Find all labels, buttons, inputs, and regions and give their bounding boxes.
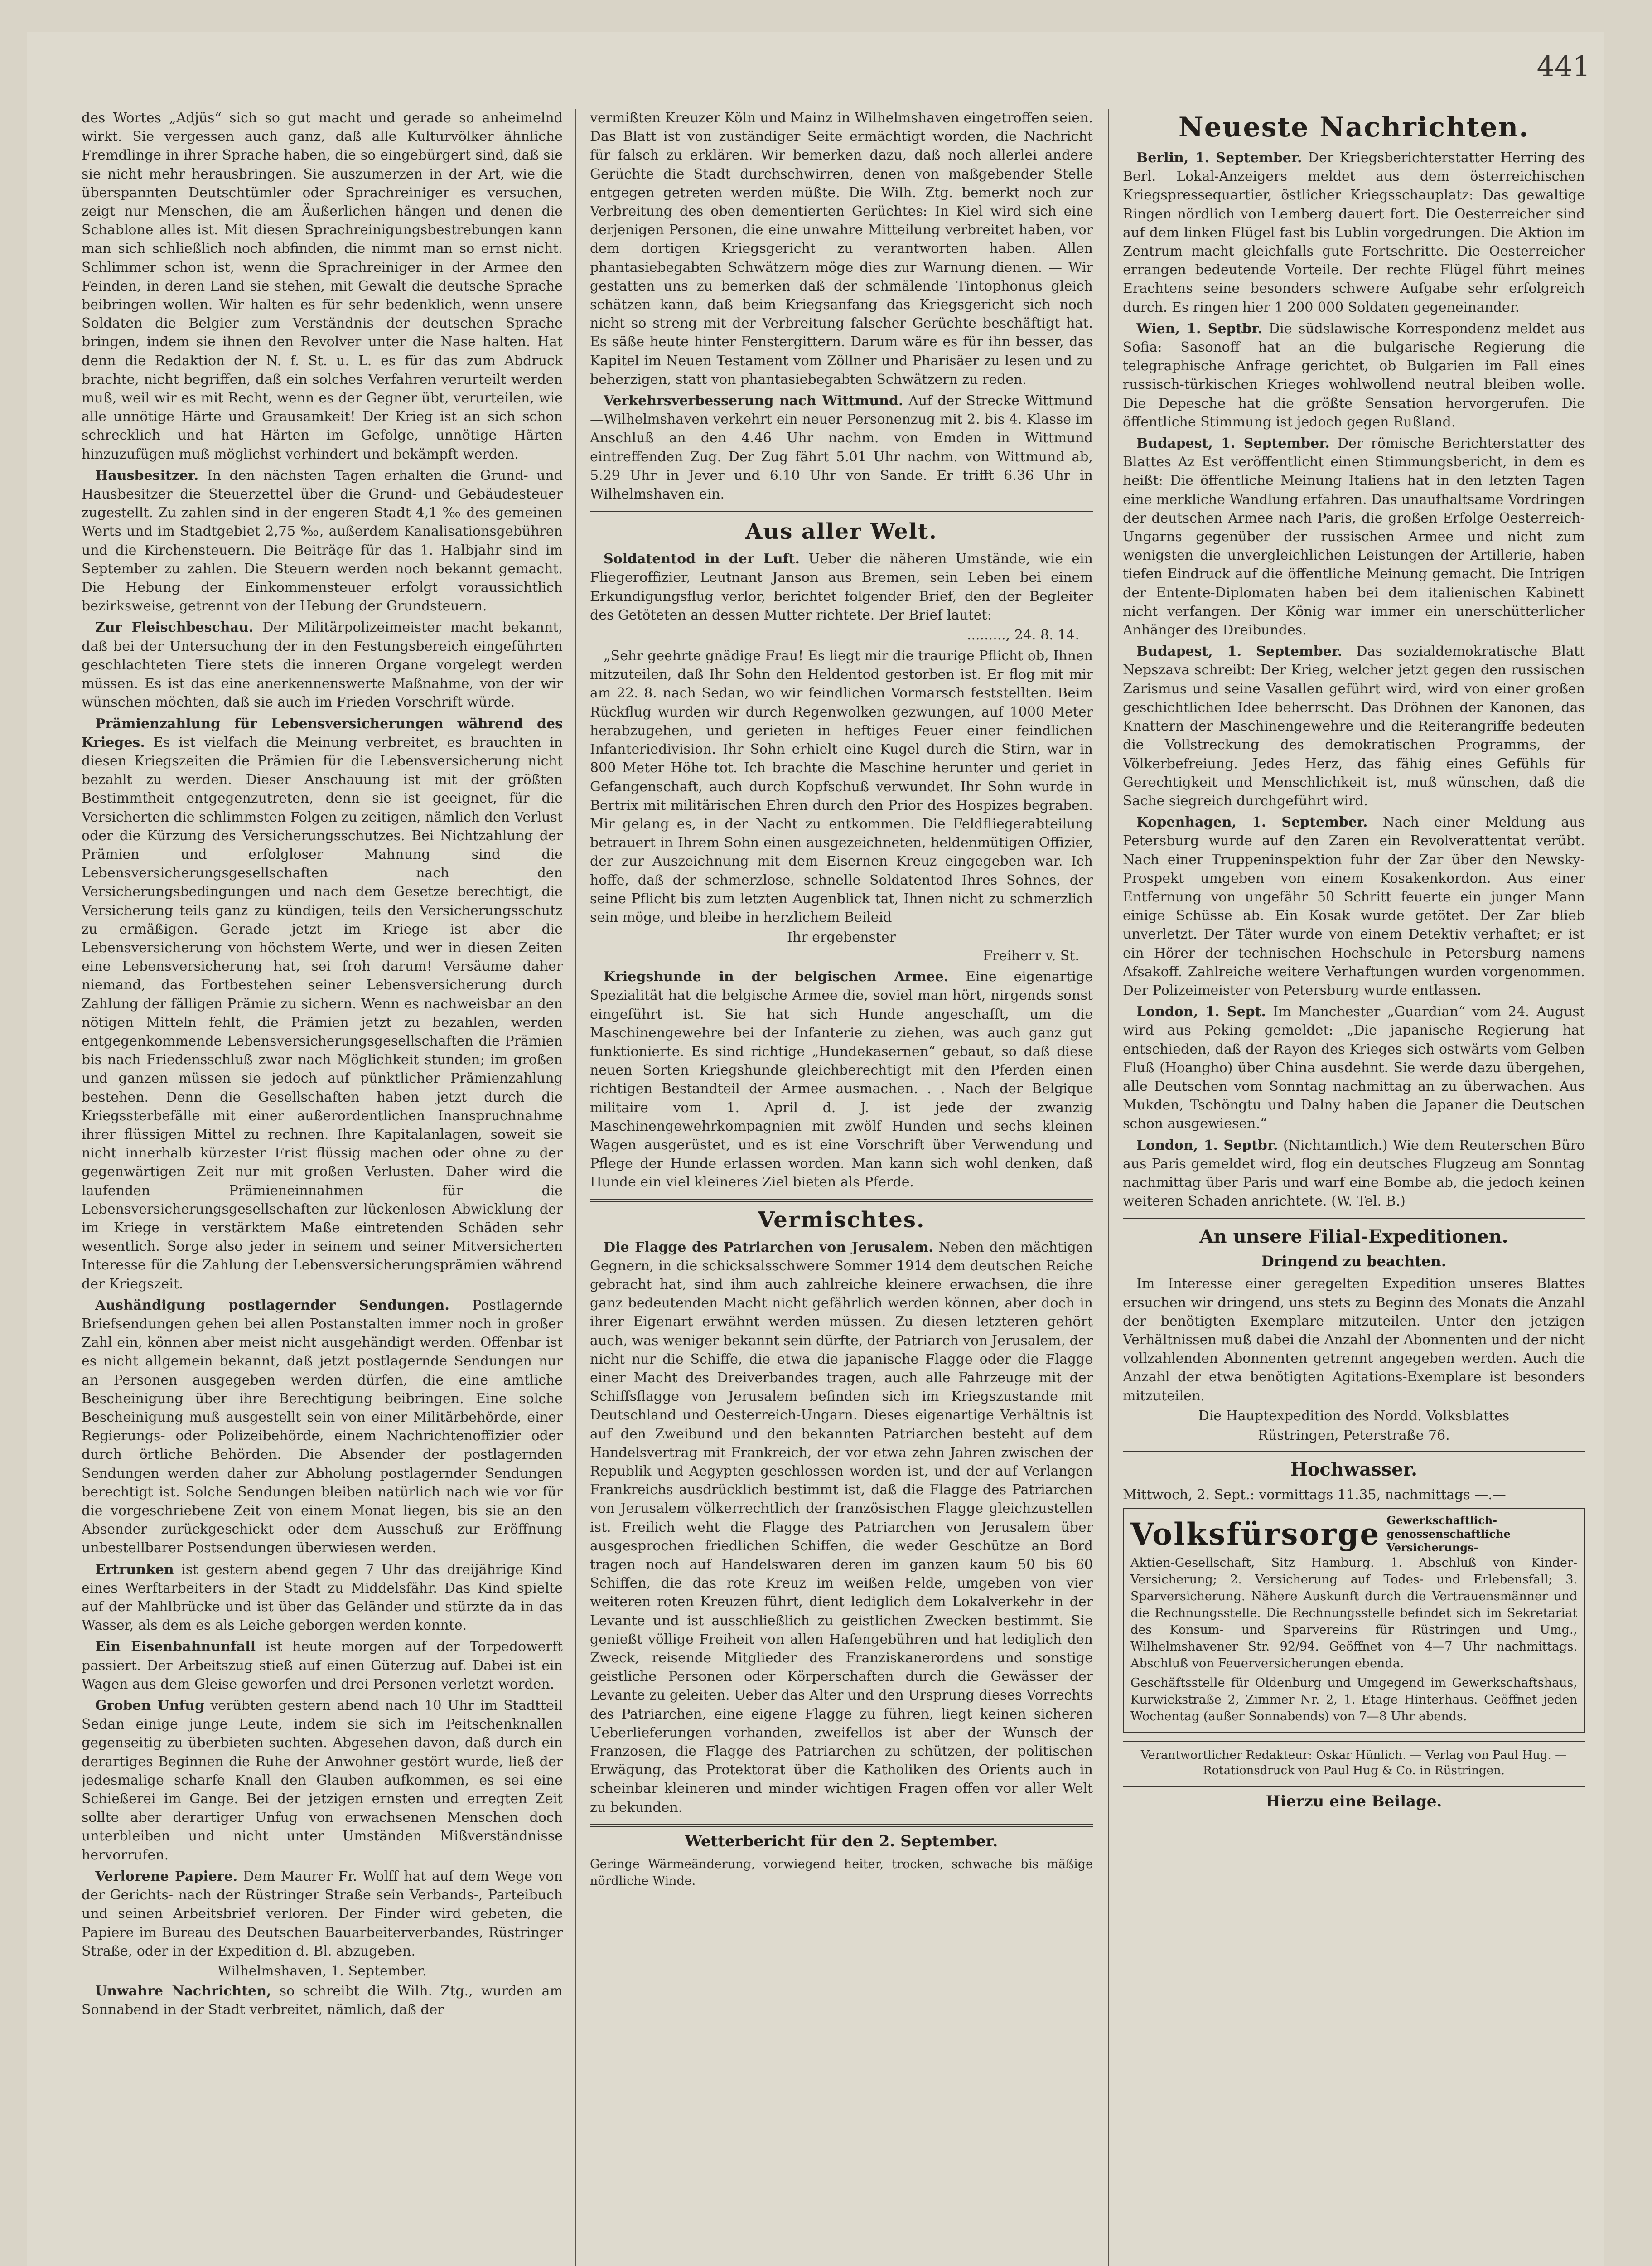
news-item (1123, 434, 1585, 639)
article-text: Neben den mächtigen Gegnern, in die schicksalsschwere Sommer 1914 dem deutschen Reiche gebracht hat, sind ihm auch zahlreiche kleinere erwachsen, die ihre ganz bedeutenden Macht nicht gefährlich werden können, aber doch in ihrer Eigenart erwähnt werden müssen. Zu diesen letzteren gehört auch, was weniger bekannt sein dürfte, der Patriarch von Jerusalem, der nicht nur die Schiffe, die etwa die japanische Flagge oder die Flagge einer Macht des Dreiverbandes tragen, auch alle Fahrzeuge mit der Schiffsflagge von Jerusalem befinden sich im Kriegszustande mit Deutschland und Oesterreich-Ungarn. Dieses eigenartige Verhältnis ist auf den Zweibund und den bekannten Patriarchen besteht auf dem Handelsvertrag mit Frankreich, der vor etwa zehn Jahren zwischen der Republik und Aegypten geschlossen worden ist, und der auf Verlangen Frankreichs ausdrücklich bestimmt ist, daß die Flagge des Patriarchen von Jerusalem völkerrechtlich der französischen Flagge gleichzustellen ist. Freilich weht die Flagge des Patriarchen von Jerusalem über ausgesprochen friedlichen Schiffen, die weder Geschütze an Bord tragen noch auf Handelswaren deren im ganzen kaum 50 bis 60 Schiffen, die das rote Kreuz im weißen Felde, umgeben von vier weiteren roten Kreuzen führt, dient lediglich dem Lokalverkehr in der Levante und ist ausschließlich zu geistlichen Zwecken bestimmt. Sie genießt völlige Freiheit von allen Hafengebühren und hat lediglich den Zweck, reisende Mitglieder des Franziskanerordens und sonstige geistliche Personen oder Körperschaften durch die Gewässer der Levante zu geleiten. Ueber das Alter und den Ursprung dieses Vorrechts des Patriarchen, eine eigene Flagge zu führen, liegt keinen sicheren Ueberlieferungen vorhanden, zweifellos ist aber der Wunsch der Franzosen, die Flagge des Patriarchen zu schützen, der politischen Erwägung, das Protektorat über die Katholiken des Orients auch in scheinbar kleineren und minder wichtigen Fragen offen vor aller Welt zu bekunden. (590, 1239, 1093, 1816)
article-text: Der Militärpolizeimeister macht bekannt, daß bei der Untersuchung der in den Festungsbereich eingeführten geschlachteten Tiere stets die inneren Organe vorgelegt werden müssen. Es ist das eine anerkennenswerte Maßnahme, von der wir wünschen möchten, daß sie auch im Frieden Vorschrift würde. (82, 620, 563, 711)
article-paragraph (82, 1696, 563, 1864)
ad-text: Aktien-Gesellschaft, Sitz Hamburg. 1. Abschluß von Kinder-Versicherung; 2. Versicherung auf Todes- und Erlebensfall; 3. Sparversicherung. Nähere Auskunft durch die Vertrauensmänner und die Rechnungsstelle. Die Rechnungsstelle befindet sich im Sekretariat des Konsum- und Sparvereins für Rüstringen und Umg., Wilhelmshavener Str. 92/94. Geöffnet von 4—7 Uhr nachmittags. Abschluß von Feuerversicherungen ebenda. (1130, 1556, 1577, 1670)
column-1 (82, 109, 563, 2266)
letter-signature: Freiherr v. St. (983, 948, 1079, 964)
article-lead: Ertrunken (95, 1561, 174, 1578)
news-dateline: London, 1. Septbr. (1136, 1137, 1278, 1153)
article-text: In den nächsten Tagen erhalten die Grund- und Hausbesitzer die Steuerzettel über die Grund- und Gebäudesteuer zugestellt. Zu zahlen sind in der engeren Stadt 4,1 ‰ des gemeinen Werts und im Stadtgebiet 2,75 ‰, außerdem Kanalisationsgebühren und die Kirchensteuern. Die Beiträge für das 1. Halbjahr sind im September zu zahlen. Die Steuern werden noch bekannt gemacht. Die Hebung der Einkommensteuer erfolgt voraussichtlich bezirksweise, getrennt von der Hebung der Grundsteuern. (82, 467, 563, 615)
article-lead: Aushändigung postlagernder Sendungen. (95, 1297, 449, 1313)
article-paragraph (82, 1296, 563, 1558)
page-number: 441 (1536, 50, 1590, 83)
article-text: Dem Maurer Fr. Wolff hat auf dem Wege von der Gerichts- nach der Rüstringer Straße sein Verbands-, Parteibuch und seinen Arbeitsbrief verloren. Der Finder wird gebeten, die Papiere im Bureau des Deutschen Bauarbeiterverbandes, Rüstringer Straße, oder in der Expedition d. Bl. abzugeben. (82, 1868, 563, 1959)
article-lead: Kriegshunde in der belgischen Armee. (604, 969, 949, 985)
article-lead: Verkehrsverbesserung nach Wittmund. (604, 393, 903, 409)
news-text: (Nichtamtlich.) Wie dem Reuterschen Büro aus Paris gemeldet wird, flog ein deutsches Flugzeug am Sonntag nachmittag über Paris und warf eine Bombe ab, die jedoch keinen weiteren Schaden anrichtete. (W. Tel. B.) (1123, 1137, 1585, 1210)
news-text: Die südslawische Korrespondenz meldet aus Sofia: Sasonoff hat an die bulgarische Regierung die telegraphische Anfrage gerichtet, ob Bulgarien im Fall eines russisch-türkischen Krieges wohlwollend neutral bleiben wolle. Die Depesche hat die größte Sensation hervorgerufen. Die öffentliche Stimmung ist jedoch gegen Rußland. (1123, 320, 1585, 430)
article-paragraph (82, 1560, 563, 1635)
ad-subtitle: Gewerkschaftlich-genossenschaftliche Versicherungs- (1386, 1514, 1511, 1554)
hochwasser-title: Hochwasser. (1290, 1458, 1418, 1480)
article-paragraph (590, 392, 1093, 504)
news-dateline: Berlin, 1. September. (1136, 150, 1302, 166)
filial-signature: Die Hauptexpedition des Nordd. Volksblattes (1198, 1408, 1510, 1424)
section-rule (1123, 1786, 1585, 1787)
article-lead: Prämienzahlung für Lebensversicherungen während des Krieges. (82, 716, 563, 750)
article-lead: Groben Unfug (95, 1698, 205, 1714)
section-rule (1123, 1741, 1585, 1742)
article-text: ist gestern abend gegen 7 Uhr das dreijährige Kind eines Werftarbeiters in der Stadt zu Middelsfähr. Das Kind spielte auf der Mahlbrücke und ist über das Geländer und stürzte da in das Wasser, als dem es als Leiche geborgen werden konnte. (82, 1561, 563, 1634)
news-item (1123, 320, 1585, 431)
supplement-note: Hierzu eine Beilage. (1266, 1792, 1442, 1811)
article-paragraph (82, 1637, 563, 1694)
news-dateline: Kopenhagen, 1. September. (1136, 814, 1368, 831)
filial-subtitle: Dringend zu beachten. (1261, 1253, 1446, 1270)
imprint: Verantwortlicher Redakteur: Oskar Hünlich. — Verlag von Paul Hug. — Rotationsdruck von Paul Hug & Co. in Rüstringen. (1140, 1748, 1567, 1777)
hochwasser-text: Mittwoch, 2. Sept.: vormittags 11.35, nachmittags —.— (1123, 1486, 1506, 1503)
article-paragraph (82, 618, 563, 712)
article-text: ist heute morgen auf der Torpedowerft passiert. Der Arbeitszug stieß auf einen Güterzug auf. Dabei ist ein Wagen aus dem Gleise geworfen und drei Personen verletzt worden. (82, 1639, 563, 1692)
column-2 (590, 109, 1093, 2266)
news-item (1123, 642, 1585, 810)
column-divider (1108, 109, 1109, 2266)
section-rule (1123, 1451, 1585, 1453)
article-lead: Die Flagge des Patriarchen von Jerusalem. (604, 1239, 933, 1255)
section-rule (590, 1824, 1093, 1827)
news-dateline: Budapest, 1. September. (1136, 436, 1330, 452)
article-paragraph (82, 1982, 563, 2019)
section-rule (1123, 1218, 1585, 1220)
newspaper-page (27, 32, 1604, 2266)
article-text: Ueber die näheren Umstände, wie ein Fliegeroffizier, Leutnant Janson aus Bremen, sein Leben bei einem Erkundigungsflug verlor, berichtet folgender Brief, den der Begleiter des Getöteten an dessen Mutter richtete. Der Brief lautet: (590, 551, 1093, 623)
article-text: so schreibt die Wilh. Ztg., wurden am Sonnabend in der Stadt verbreitet, nämlich, daß der (82, 1983, 563, 2018)
ad-title: Volksfürsorge (1130, 1516, 1381, 1552)
filial-address: Rüstringen, Peterstraße 76. (1258, 1427, 1450, 1443)
weather-text: Geringe Wärmeänderung, vorwiegend heiter, trocken, schwache bis mäßige nördliche Winde. (590, 1857, 1093, 1888)
article-paragraph (82, 715, 563, 1293)
news-text: Der römische Berichterstatter des Blattes Az Est veröffentlicht einen Stimmungsbericht, in dem es heißt: Die öffentliche Meinung Italiens hat in den letzten Tagen eine merkliche Wandlung erfahren. Das unaufhaltsame Vordringen der deutschen Armee nach Paris, die großen Erfolge Oesterreich-Ungarns gegenüber der russischen Armee und nicht zum wenigsten die unvergleichlichen Leistungen der Artillerie, haben tiefen Eindruck auf die öffentliche Meinung gemacht. Die Intrigen der Entente-Diplomaten haben bei dem italienischen Kabinett nicht verfangen. Der König war immer ein unerschütterlicher Anhänger des Dreibundes. (1123, 436, 1585, 639)
article-paragraph (82, 466, 563, 616)
letter-text: „Sehr geehrte gnädige Frau! Es liegt mir die traurige Pflicht ob, Ihnen mitzuteilen, daß Ihr Sohn den Heldentod gestorben ist. Er flog mit mir am 22. 8. nach Sedan, wo wir feindlichen Vormarsch feststellten. Beim Rückflug wurden wir durch Regenwolken gezwungen, auf 1000 Meter herabzugehen, und gerieten in heftiges Feuer einer feindlichen Infanteriedivision. Ihr Sohn erhielt eine Kugel durch die Stirn, war in 800 Meter Höhe tot. Ich brachte die Maschine herunter und geriet in Gefangenschaft, auch durch Kopfschuß verwundet. Ihr Sohn wurde in Bertrix mit militärischen Ehren durch den Prior des Hospizes begraben. Mir gelang es, in der Nacht zu entkommen. Die Feldfliegerabteilung betrauert in Ihrem Sohn einen ausgezeichneten, heldenmütigen Offizier, der zur Auszeichnung mit dem Eisernen Kreuz eingegeben war. Ich hoffe, daß der schmerzlose, schnelle Soldatentod Ihres Sohnes, der seine Pflicht bis zum letzten Augenblick tat, Ihnen nicht zu schmerzlich sein möge, und bleibe in herzlichem Beileid (590, 648, 1093, 925)
article-text: verübten gestern abend nach 10 Uhr im Stadtteil Sedan einige junge Leute, indem sie sich im Peitschenknallen gegenseitig zu überbieten suchten. Abgesehen davon, daß durch ein derartiges Beginnen die Ruhe der Anwohner gestört wurde, ließ der jedesmalige scharfe Knall den Glauben aufkommen, es sei eine Schießerei im Gange. Bei der jetzigen ernsten und erregten Zeit sollte aber derartiger Unfug von erwachsenen Menschen doch unterbleiben und nicht unter Umständen Mißverständnisse hervorrufen. (82, 1698, 563, 1863)
section-title: Aus aller Welt. (745, 519, 937, 545)
article-text: vermißten Kreuzer Köln und Mainz in Wilhelmshaven eingetroffen seien. Das Blatt ist von zuständiger Seite ermächtigt worden, die Nachricht für falsch zu erklären. Wir bemerken dazu, daß noch allerlei andere Gerüchte die Stadt durchschwirren, denen von maßgebender Stelle entgegen getreten werden müßte. Die Wilh. Ztg. bemerkt noch zur Verbreitung des oben dementierten Gerüchtes: In Kiel wird sich eine derjenigen Personen, die eine unwahre Mitteilung verbreitet haben, vor dem dortigen Kriegsgericht zu verantworten haben. Allen phantasiebegabten Schwätzern möge dies zur Warnung dienen. — Wir gestatten uns zu bemerken daß der schmälende Tintophonus gleich schätzen kann, daß beim Kriegsanfang das Kriegsgericht sich noch nicht so streng mit der Verbreitung falscher Gerüchte beschäftigt hat. Es säße heute hinter Fenstergittern. Darum wäre es für ihn besser, das Kapitel im Neuen Testament vom Zöllner und Pharisäer zu lesen und zu beherzigen, statt von phantasiebegabten Schwätzern zu reden. (590, 110, 1093, 387)
article-text: Es ist vielfach die Meinung verbreitet, es brauchten in diesen Kriegszeiten die Prämien für die Lebensversicherung nicht bezahlt zu werden. Dieser Anschauung ist mit der größten Bestimmtheit entgegenzutreten, denn sie ist geeignet, für die Versicherten die schlimmsten Folgen zu zeitigen, nämlich den Verlust oder die Kürzung des Versicherungsschutzes. Bei Nichtzahlung der Prämien und erfolgloser Mahnung sind die Lebensversicherungsgesellschaften nach den Versicherungsbedingungen und nach dem Gesetze berechtigt, die Versicherung teils ganz zu kündigen, teils den Versicherungsschutz zu ermäßigen. Gerade jetzt im Kriege ist aber die Lebensversicherung von höchstem Werte, und wer in diesen Zeiten eine Lebensversicherung hat, sei froh darum! Versäume daher niemand, das Fortbestehen seiner Lebensversicherung durch Zahlung der fälligen Prämie zu sichern. Wenn es nachweisbar an den nötigen Mitteln fehlt, die Prämien jetzt zu bezahlen, werden entgegenkommende Lebensversicherungsgesellschaften die Prämien bis nach Friedensschluß zwar nach Möglichkeit stunden; im großen und ganzen müssen sie jedoch auf pünktlicher Prämienzahlung bestehen. Denn die Gesellschaften haben jetzt durch die Kriegssterbefälle mit einer außerordentlichen Inanspruchnahme ihrer flüssigen Mittel zu rechnen. Ihre Kapitalanlagen, soweit sie nicht innerhalb kürzester Frist flüssig machen oder ohne zu der gegenwärtigen Zeit nur mit großen Verlusten. Daher wird die laufenden Prämieneinnahmen für die Lebensversicherungsgesellschaften zur lückenlosen Abwicklung der im Kriege in verstärktem Maße eintretenden Schäden sehr wesentlich. Sorge also jeder in seinem und seiner Mitversicherten Interesse für die Zahlung der Lebensversicherungsprämien während der Kriegszeit. (82, 734, 563, 1292)
dateline: Wilhelmshaven, 1. September. (217, 1963, 427, 1979)
news-item (1123, 1136, 1585, 1211)
article-lead: Unwahre Nachrichten, (95, 1983, 271, 1999)
article-text: Eine eigenartige Spezialität hat die belgische Armee die, soviel man hört, nirgends sonst eingeführt ist. Sie hat sich Hunde angeschafft, um die Maschinengewehre bei der Infanterie zu ziehen, was auch ganz gut funktionierte. Es sind richtige „Hundekasernen“ gebaut, so daß diese neuen Sorten Kriegshunde gleichberechtigt mit den Pferden einen richtigen Bestandteil der Armee ausmachen. . . Nach der Belgique militaire vom 1. April d. J. ist jede der zwanzig Maschinengewehrkompagnien mit zwölf Hunden und sechs kleinen Wagen ausgerüstet, und es ist eine Vorschrift über Verwendung und Pflege der Hunde erlassen worden. Man kann sich wohl denken, daß Hunde ein viel kleineres Ziel bieten als Pferde. (590, 969, 1093, 1191)
letter-date: ........., 24. 8. 14. (966, 627, 1079, 644)
article-lead: Zur Fleischbeschau. (95, 620, 254, 636)
news-dateline: Wien, 1. Septbr. (1136, 320, 1262, 337)
news-section-title: Neueste Nachrichten. (1178, 111, 1530, 143)
news-dateline: London, 1. Sept. (1136, 1004, 1266, 1020)
weather-title: Wetterbericht für den 2. September. (685, 1832, 998, 1850)
news-dateline: Budapest, 1. September. (1136, 644, 1343, 660)
article-text: Postlagernde Briefsendungen gehen bei allen Postanstalten immer noch in großer Zahl ein, können aber meist nicht ausgehändigt werden. Offenbar ist es nicht allgemein bekannt, daß jetzt postlagernde Sendungen nur an Personen ausgegeben werden dürfen, die eine amtliche Bescheinigung über ihre Berechtigung beibringen. Eine solche Bescheinigung muß ausgestellt sein von einer Militärbehörde, einer Regierungs- oder Polizeibehörde, einem Nachrichtenoffizier oder durch örtliche Behörden. Die Absender der postlagernden Sendungen werden daher zur Abholung postlagernder Sendungen berechtigt ist. Solche Sendungen bleiben natürlich nach wie vor für die vorgeschriebene Zeit von einem Monat liegen, bis sie an den Absender zurückgeschickt oder dem Ausschuß zur Eröffnung unbestellbarer Postsendungen überwiesen werden. (82, 1297, 563, 1556)
article-paragraph (590, 1238, 1093, 1817)
news-item (1123, 1002, 1585, 1133)
news-text: Nach einer Meldung aus Petersburg wurde auf den Zaren ein Revolverattentat verübt. Nach einer Truppeninspektion fuhr der Zar über den Newsky-Prospekt umgeben von einem Kosakenkordon. Aus einer Entfernung von ungefähr 50 Schritt feuerte ein junger Mann einige Schüsse ab. Ein Kosak wurde getötet. Der Zar blieb unverletzt. Der Täter wurde von einem Detektiv verhaftet; er ist ein Hörer der technischen Hochschule in Petersburg namens Afsakoff. Zahlreiche weitere Verhaftungen wurden vorgenommen. Der Polizeimeister von Petersburg wurde entlassen. (1123, 814, 1585, 998)
section-title: Vermischtes. (758, 1207, 925, 1233)
volksfuersorge-ad (1123, 1508, 1585, 1733)
news-item (1123, 149, 1585, 317)
article-paragraph (590, 550, 1093, 625)
section-rule (590, 1199, 1093, 1202)
news-item (1123, 813, 1585, 1000)
ad-text: Geschäftsstelle für Oldenburg und Umgegend im Gewerkschaftshaus, Kurwickstraße 2, Zimmer Nr. 2, 1. Etage Hinterhaus. Geöffnet jeden Wochentag (außer Sonnabends) von 7—8 Uhr abends. (1130, 1676, 1577, 1724)
article-lead: Verlorene Papiere. (95, 1868, 238, 1884)
news-text: Der Kriegsberichterstatter Herring des Berl. Lokal-Anzeigers meldet aus dem österreichischen Kriegspressequartier, östlicher Kriegsschauplatz: Das gewaltige Ringen nördlich von Lemberg dauert fort. Die Oesterreicher sind auf dem linken Flügel fast bis Lublin vorgedrungen. Die Aktion im Zentrum macht gleichfalls gute Fortschritte. Die Oesterreicher errangen bedeutende Vorteile. Der rechte Flügel führt meines Erachtens seine besonders schwere Aufgabe sehr erfolgreich durch. Es ringen hier 1 200 000 Soldaten gegeneinander. (1123, 150, 1585, 315)
column-3 (1123, 109, 1585, 2266)
column-divider (575, 109, 576, 2266)
article-lead: Hausbesitzer. (95, 467, 199, 484)
article-paragraph (82, 1867, 563, 1961)
article-text: des Wortes „Adjüs“ sich so gut macht und gerade so anheimelnd wirkt. Sie vergessen auch ganz, daß alle Kulturvölker ähnliche Fremdlinge in ihrer Sprache haben, die so eingebürgert sind, daß sie sie nicht mehr herausbringen. Sie auszumerzen in der Art, wie die überspannten Deutschtümler oder Sprachreiniger es versuchen, zeigt nur Menschen, die am Äußerlichen hängen und denen die Schablone alles ist. Mit diesen Sprachreinigungsbestrebungen kann man sich schließlich noch abfinden, die nimmt man so ernst nicht. Schlimmer schon ist, wenn die Sprachreiniger in der Armee den Feinden, in deren Land sie stehen, mit Gewalt die deutsche Sprache beibringen wollen. Wir halten es für sehr bedenklich, wenn unsere Soldaten die Belgier zum Verständnis der deutschen Sprache bringen, indem sie ihnen den Revolver unter die Nase halten. Hat denn die Redaktion der N. f. St. u. L. es für das zum Abdruck brachte, nicht begriffen, daß ein solches Verfahren verurteilt werden muß, weil wir es mit Recht, wenn es der Gegner übt, verurteilen, wie alle unnötige Härte und Grausamkeit! Der Krieg ist an sich schon schrecklich und hat Härten im Gefolge, unnötige Härten hinzuzufügen muß möglichst verhindert und bekämpft werden. (82, 110, 563, 462)
article-lead: Soldatentod in der Luft. (604, 551, 800, 567)
ad-header (1130, 1514, 1577, 1554)
section-rule (590, 511, 1093, 513)
article-lead: Ein Eisenbahnunfall (95, 1639, 256, 1655)
news-text: Das sozialdemokratische Blatt Nepszava schreibt: Der Krieg, welcher jetzt gegen den russischen Zarismus und seine Vasallen geführt wird, wird von einer großen geschichtlichen Idee beherrscht. Das Dröhnen der Kanonen, das Knattern der Maschinengewehre und die Reiterangriffe bedeuten die Vollstreckung des demokratischen Programms, der Völkerbefreiung. Jedes Herz, das fähig eines Gefühls für Gerechtigkeit und Menschlichkeit ist, muß wünschen, daß die Sache siegreich durchgeführt wird. (1123, 644, 1585, 809)
filial-title: An unsere Filial-Expeditionen. (1199, 1226, 1508, 1248)
letter-closing: Ihr ergebenster (787, 930, 896, 946)
filial-text: Im Interesse einer geregelten Expedition unseres Blattes ersuchen wir dringend, uns stets zu Beginn des Monats die Anzahl der benötigten Exemplare mitzuteilen. Unter den jetzigen Verhältnissen muß dabei die Anzahl der Abonnenten und der nicht vollzahlenden Abonnenten getrennt angegeben werden. Auch die Anzahl der etwa benötigten Agitations-Exemplare ist besonders mitzuteilen. (1123, 1276, 1585, 1404)
article-paragraph (590, 968, 1093, 1191)
article-text: Auf der Strecke Wittmund—Wilhelmshaven verkehrt ein neuer Personenzug mit 2. bis 4. Klasse im Anschluß an den 4.46 Uhr nachm. von Emden in Wittmund eintreffenden Zug. Der Zug fährt 5.01 Uhr nachm. von Wittmund ab, 5.29 Uhr in Jever und 6.10 Uhr von Sande. Er trifft 6.36 Uhr in Wilhelmshaven ein. (590, 393, 1093, 503)
news-text: Im Manchester „Guardian“ vom 24. August wird aus Peking gemeldet: „Die japanische Regierung hat entschieden, daß der Rayon des Krieges sich ostwärts vom Gelben Fluß (Hoangho) über China ausdehnt. Sie werde dazu übergehen, alle Deutschen vom Sonntag nachmittag an zu überwachen. Aus Mukden, Tschöngtu und Dalny haben die Japaner die Deutschen schon ausgewiesen.“ (1123, 1004, 1585, 1132)
